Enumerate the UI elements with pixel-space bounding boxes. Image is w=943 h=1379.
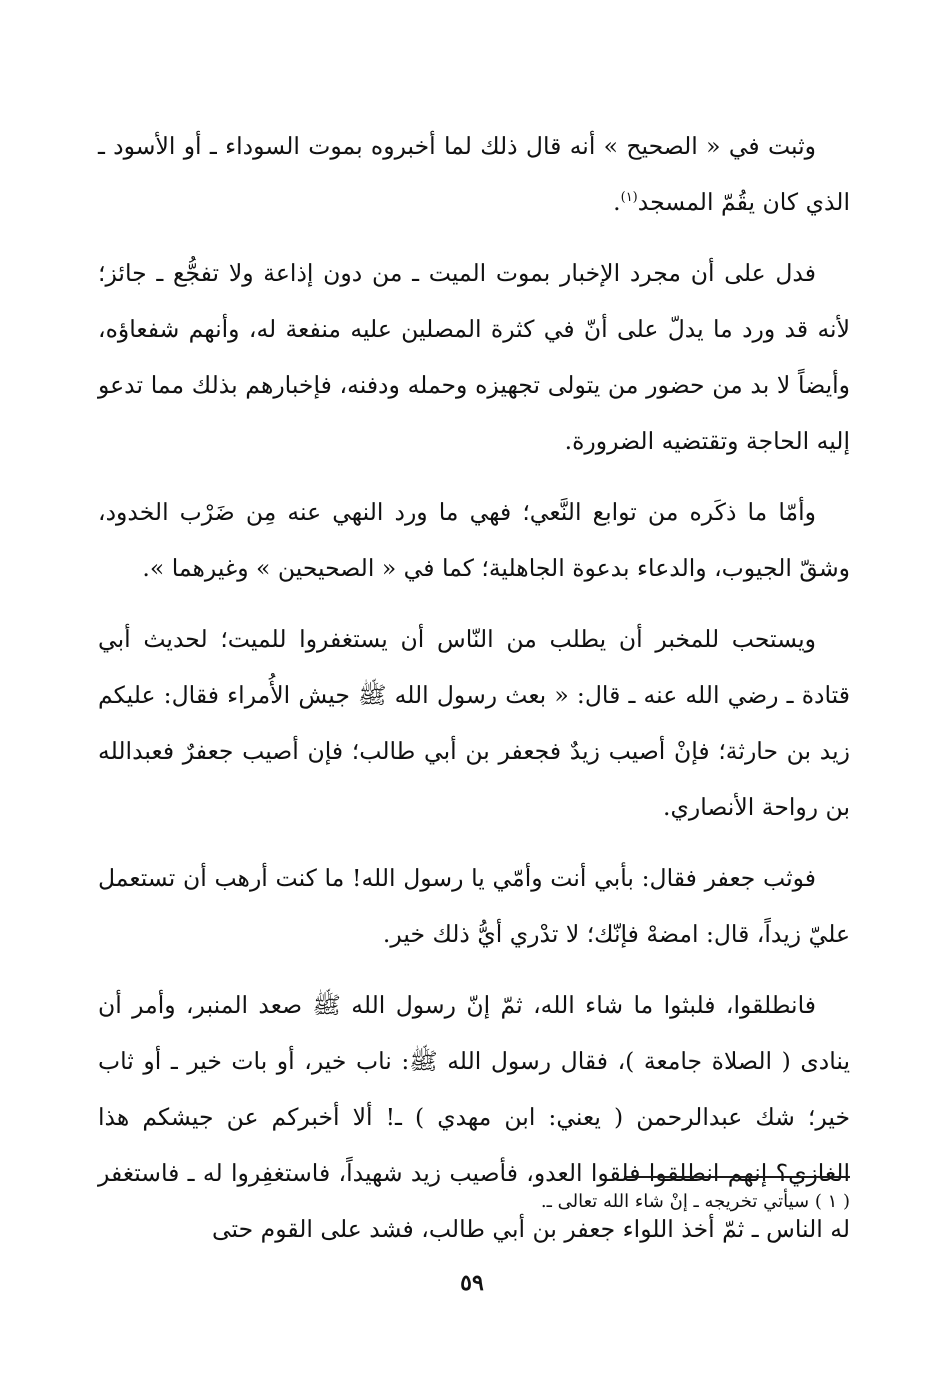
body-text	[98, 118, 850, 1272]
paragraph-4	[98, 611, 850, 835]
paragraph-text: فانطلقوا، فلبثوا ما شاء الله، ثمّ إنّ رسول الله ﷺ صعد المنبر، وأمر أن ينادى ( الصلاة جامعة )، فقال رسول الله ﷺ: ناب خير، أو بات خير ـ أو ثاب خير؛ شك عبدالرحمن ( يعني: ابن مهدي ) ـ! ألا أخبركم عن جيشكم هذا الغازي؟ إنهم انطلقوا فلقوا العدو، فأصيب زيد شهيداً، فاستغفِروا له ـ فاستغفر له الناس ـ ثمّ أخذ اللواء جعفر بن أبي طالب، فشد على القوم حتى	[98, 991, 850, 1243]
paragraph-tail: .	[613, 188, 621, 216]
paragraph-5	[98, 850, 850, 962]
paragraph-1	[98, 118, 850, 230]
paragraph-2	[98, 245, 850, 469]
paragraph-text: فوثب جعفر فقال: بأبي أنت وأمّي يا رسول الله! ما كنت أرهب أن تستعمل عليّ زيداً، قال: امضهْ فإنّك؛ لا تدْري أيُّ ذلك خير.	[98, 864, 850, 948]
paragraph-text: وثبت في « الصحيح » أنه قال ذلك لما أخبروه بموت السوداء ـ أو الأسود ـ الذي كان يقُمّ المسجد	[98, 132, 850, 216]
paragraph-text: فدل على أن مجرد الإخبار بموت الميت ـ من دون إذاعة ولا تفجُّع ـ جائز؛ لأنه قد ورد ما يدلّ على أنّ في كثرة المصلين عليه منفعة له، وأنهم شفعاؤه، وأيضاً لا بد من حضور من يتولى تجهيزه وحمله ودفنه، فإخبارهم بذلك مما تدعو إليه الحاجة وتقتضيه الضرورة.	[98, 259, 850, 455]
footnote-text: ( ١ ) سيأتي تخريجه ـ إنْ شاء الله تعالى ـ.	[540, 1191, 850, 1212]
page-number: ٥٩	[460, 1270, 484, 1296]
paragraph-text: وأمّا ما ذكَره من توابع النَّعي؛ فهي ما ورد النهي عنه مِن ضَرْب الخدود، وشقّ الجيوب، والدعاء بدعوة الجاهلية؛ كما في « الصحيحين » وغيرهما ».	[98, 498, 850, 582]
paragraph-3	[98, 484, 850, 596]
paragraph-text: ويستحب للمخبر أن يطلب من النّاس أن يستغفروا للميت؛ لحديث أبي قتادة ـ رضي الله عنه ـ قال: « بعث رسول الله ﷺ جيش الأُمراء فقال: عليكم زيد بن حارثة؛ فإنْ أصيب زيدٌ فجعفر بن أبي طالب؛ فإن أصيب جعفرٌ فعبدالله بن رواحة الأنصاري.	[98, 625, 850, 821]
footnote-separator	[624, 1176, 850, 1178]
footnote-reference: (١)	[620, 190, 638, 206]
footnote	[380, 1188, 850, 1216]
